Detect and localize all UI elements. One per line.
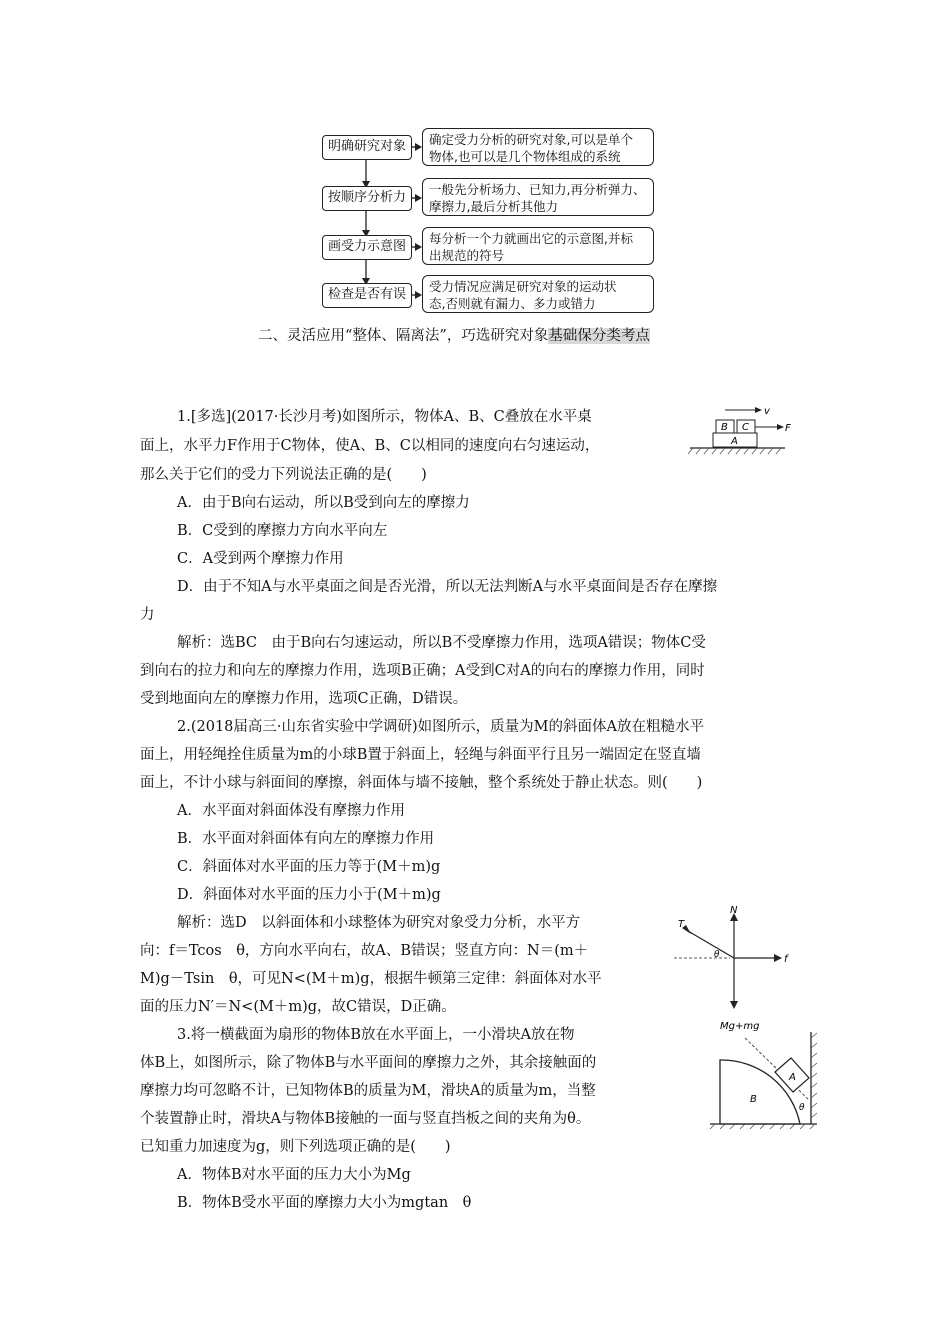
- q1-fig-b: B: [721, 422, 728, 433]
- q1-line-2: 面上，水平力F作用于C物体，使A、B、C以相同的速度向右匀速运动，: [140, 438, 600, 454]
- q1-figure: [685, 400, 815, 460]
- flow-step-4-desc: [422, 275, 654, 313]
- q2-fig-gravity: Mg+mg: [720, 1021, 760, 1032]
- flow-step-4-desc-line1: 受力情况应满足研究对象的运动状: [429, 279, 617, 294]
- q1-option-d-cont: 力: [140, 607, 155, 623]
- flow-step-2-label: 按顺序分析力: [322, 186, 412, 211]
- q2-option-d: D．斜面体对水平面的压力小于(M＋m)g: [177, 887, 441, 903]
- flow-step-2-desc-line1: 一般先分析场力、已知力,再分析弹力、: [429, 182, 646, 197]
- q1-fig-c: C: [742, 422, 749, 433]
- q1-analysis-2: 到向右的拉力和向左的摩擦力作用，选项B正确；A受到C对A的向右的摩擦力作用，同时: [140, 663, 705, 679]
- q2-fig-f: f: [784, 954, 788, 965]
- q3-line-5: 已知重力加速度为g，则下列选项正确的是( ): [140, 1139, 451, 1155]
- q2-analysis-2: 向：f＝Tcos θ，方向水平向右，故A、B错误；竖直方向：N＝(m＋: [140, 943, 589, 959]
- q1-fig-a: A: [731, 436, 738, 447]
- flow-step-3-label: 画受力示意图: [322, 235, 412, 260]
- q1-fig-f: F: [785, 423, 791, 434]
- q1-analysis-3: 受到地面向左的摩擦力作用，选项C正确，D错误。: [140, 691, 468, 707]
- section-title: 二、灵活应用“整体、隔离法”，巧选研究对象: [258, 328, 549, 344]
- flow-step-4-label: 检查是否有误: [322, 283, 412, 308]
- q3-line-1: 3.将一横截面为扇形的物体B放在水平面上，一小滑块A放在物: [177, 1027, 575, 1043]
- q3-line-2: 体B上，如图所示，除了物体B与水平面间的摩擦力之外，其余接触面的: [140, 1055, 597, 1071]
- flow-step-4-desc-line2: 态,否则就有漏力、多力或错力: [429, 296, 596, 311]
- flow-step-1-desc-line1: 确定受力分析的研究对象,可以是单个: [429, 132, 633, 147]
- flow-step-2-desc: [422, 178, 654, 216]
- q1-line-1: 1.[多选](2017·长沙月考)如图所示，物体A、B、C叠放在水平桌: [177, 409, 592, 425]
- flow-step-1-desc: [422, 128, 654, 166]
- q2-line-1: 2.(2018届高三·山东省实验中学调研)如图所示，质量为M的斜面体A放在粗糙水平: [177, 719, 704, 735]
- q2-option-c: C．斜面体对水平面的压力等于(M＋m)g: [177, 859, 441, 875]
- q2-option-a: A．水平面对斜面体没有摩擦力作用: [177, 803, 405, 819]
- flow-step-1-label: 明确研究对象: [322, 135, 412, 160]
- section-heading: [258, 324, 650, 345]
- section-tag: 基础保分类考点: [548, 328, 650, 344]
- q3-fig-theta: θ: [799, 1103, 805, 1113]
- q2-analysis-4: 面的压力N′＝N<(M＋m)g，故C错误，D正确。: [140, 999, 456, 1015]
- q1-analysis-1: 解析：选BC 由于B向右匀速运动，所以B不受摩擦力作用，选项A错误；物体C受: [177, 635, 706, 651]
- q1-line-3: 那么关于它们的受力下列说法正确的是( ): [140, 467, 427, 483]
- q3-line-4: 个装置静止时，滑块A与物体B接触的一面与竖直挡板之间的夹角为θ。: [140, 1111, 591, 1127]
- flow-step-2-desc-line2: 摩擦力,最后分析其他力: [429, 199, 558, 214]
- q1-option-d: D．由于不知A与水平桌面之间是否光滑，所以无法判断A与水平桌面间是否存在摩擦: [177, 579, 718, 595]
- q3-fig-b: B: [750, 1094, 757, 1105]
- flow-step-3-desc-line1: 每分析一个力就画出它的示意图,并标: [429, 231, 633, 246]
- q3-line-3: 摩擦力均可忽略不计，已知物体B的质量为M，滑块A的质量为m，当整: [140, 1083, 596, 1099]
- q2-fig-n: N: [730, 905, 738, 916]
- q1-option-a: A．由于B向右运动，所以B受到向左的摩擦力: [177, 495, 470, 511]
- flow-step-1-desc-line2: 物体,也可以是几个物体组成的系统: [429, 149, 621, 164]
- q2-fig-t: T: [678, 919, 685, 930]
- q2-line-2: 面上，用轻绳拴住质量为m的小球B置于斜面上，轻绳与斜面平行且另一端固定在竖直墙: [140, 747, 701, 763]
- q3-fig-a: A: [789, 1072, 796, 1083]
- q2-option-b: B．水平面对斜面体有向左的摩擦力作用: [177, 831, 435, 847]
- q1-option-b: B．C受到的摩擦力方向水平向左: [177, 523, 388, 539]
- flow-step-3-desc-line2: 出规范的符号: [429, 248, 505, 263]
- q3-option-a: A．物体B对水平面的压力大小为Mg: [177, 1167, 411, 1183]
- q1-option-c: C．A受到两个摩擦力作用: [177, 551, 344, 567]
- q1-fig-v: v: [764, 406, 770, 417]
- q2-analysis-1: 解析：选D 以斜面体和小球整体为研究对象受力分析，水平方: [177, 915, 581, 931]
- flow-step-3-desc: [422, 227, 654, 265]
- q3-figure: [705, 1030, 835, 1130]
- q2-figure: [670, 905, 810, 1035]
- q2-analysis-3: M)g－Tsin θ，可见N<(M＋m)g，根据牛顿第三定律：斜面体对水平: [140, 971, 602, 987]
- q2-line-3: 面上，不计小球与斜面间的摩擦，斜面体与墙不接触，整个系统处于静止状态。则( ): [140, 775, 703, 791]
- q3-option-b: B．物体B受水平面的摩擦力大小为mgtan θ: [177, 1195, 472, 1211]
- q2-fig-theta: θ: [714, 950, 720, 960]
